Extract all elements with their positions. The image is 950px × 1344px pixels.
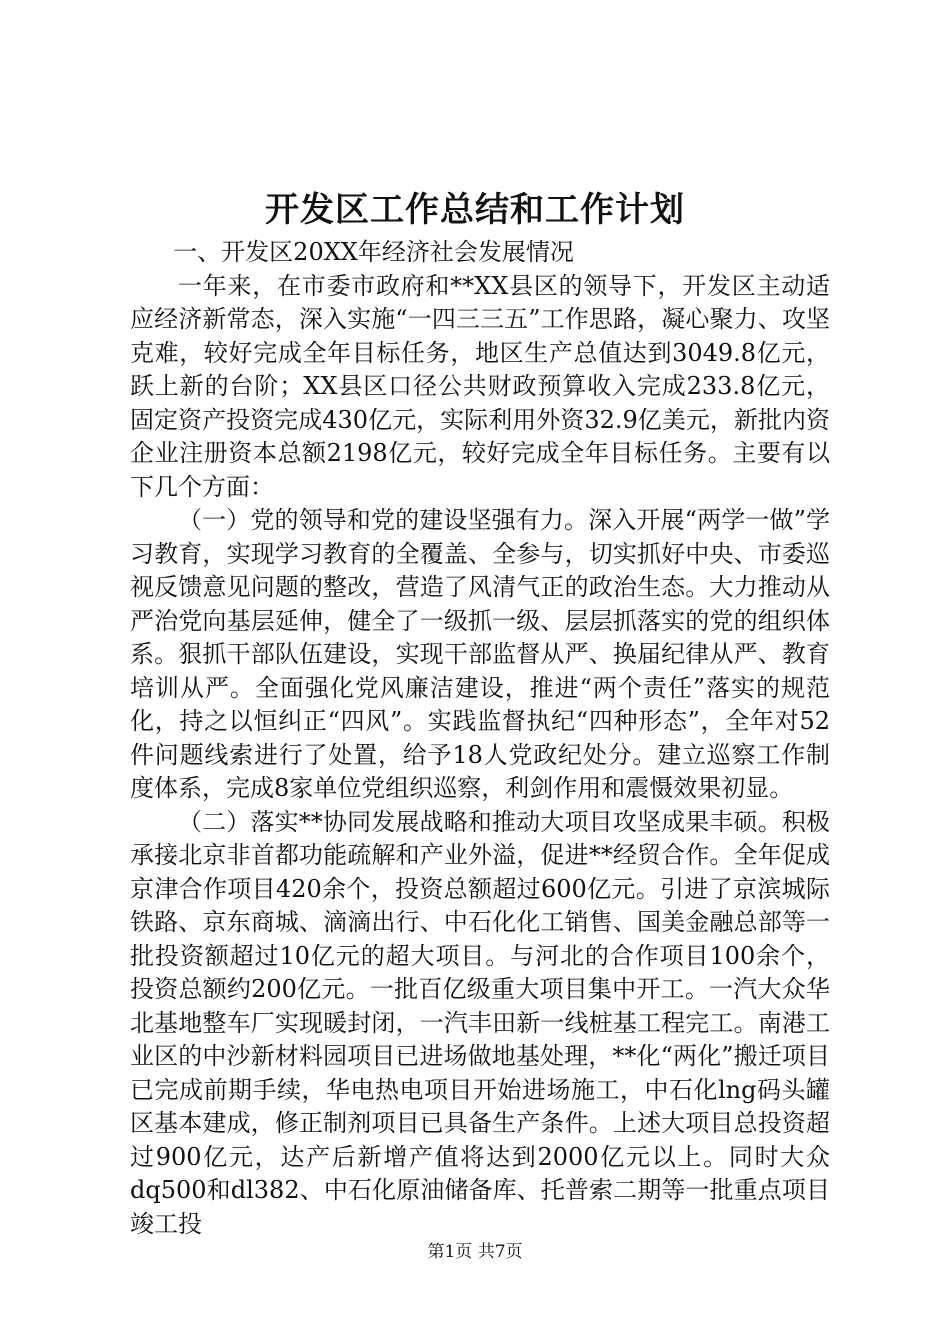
paragraph-overview: 一年来，在市委市政府和**XX县区的领导下，开发区主动适应经济新常态，深入实施“一四三三五”工作思路，凝心聚力、攻坚克难，较好完成全年目标任务，地区生产总值达到3049.8亿元，跃上新的台阶；XX县区口径公共财政预算收入完成233.8亿元，固定资产投资完成430亿元，实际利用外资32.9亿美元，新批内资企业注册资本总额2198亿元，较好完成全年目标任务。主要有以下几个方面：: [130, 271, 830, 501]
section-heading: 一、开发区20XX年经济社会发展情况: [173, 238, 574, 266]
paragraph-party-building: （一）党的领导和党的建设坚强有力。深入开展“两学一做”学习教育，实现学习教育的全覆盖、全参与，切实抓好中央、市委巡视反馈意见问题的整改，营造了风清气正的政治生态。大力推动从严治党向基层延伸，健全了一级抓一级、层层抓落实的党的组织体系。狠抓干部队伍建设，实现干部监督从严、换届纪律从严、教育培训从严。全面强化党风廉洁建设，推进“两个责任”落实的规范化，持之以恒纠正“四风”。实践监督执纪“四种形态”，全年对52件问题线索进行了处置，给予18人党政纪处分。建立巡察工作制度体系，完成8家单位党组织巡察，利剑作用和震慑效果初显。: [130, 506, 830, 802]
document-body: [130, 236, 830, 1241]
paragraph-major-projects: （二）落实**协同发展战略和推动大项目攻坚成果丰硕。积极承接北京非首都功能疏解和产业外溢，促进**经贸合作。全年促成京津合作项目420余个，投资总额超过600亿元。引进了京滨城际铁路、京东商城、滴滴出行、中石化化工销售、国美金融总部等一批投资额超过10亿元的超大项目。与河北的合作项目100余个，投资总额约200亿元。一批百亿级重大项目集中开工。一汽大众华北基地整车厂实现暖封闭，一汽丰田新一线桩基工程完工。南港工业区的中沙新材料园项目已进场做地基处理，**化“两化”搬迁项目已完成前期手续，华电热电项目开始进场施工，中石化lng码头罐区基本建成，修正制剂项目已具备生产条件。上述大项目总投资超过900亿元，达产后新增产值将达到2000亿元以上。同时大众dq500和dl382、中石化原油储备库、托普索二期等一批重点项目竣工投: [130, 807, 830, 1238]
page-number: 第1页 共7页: [427, 1242, 523, 1262]
page-title: 开发区工作总结和工作计划: [265, 190, 685, 230]
